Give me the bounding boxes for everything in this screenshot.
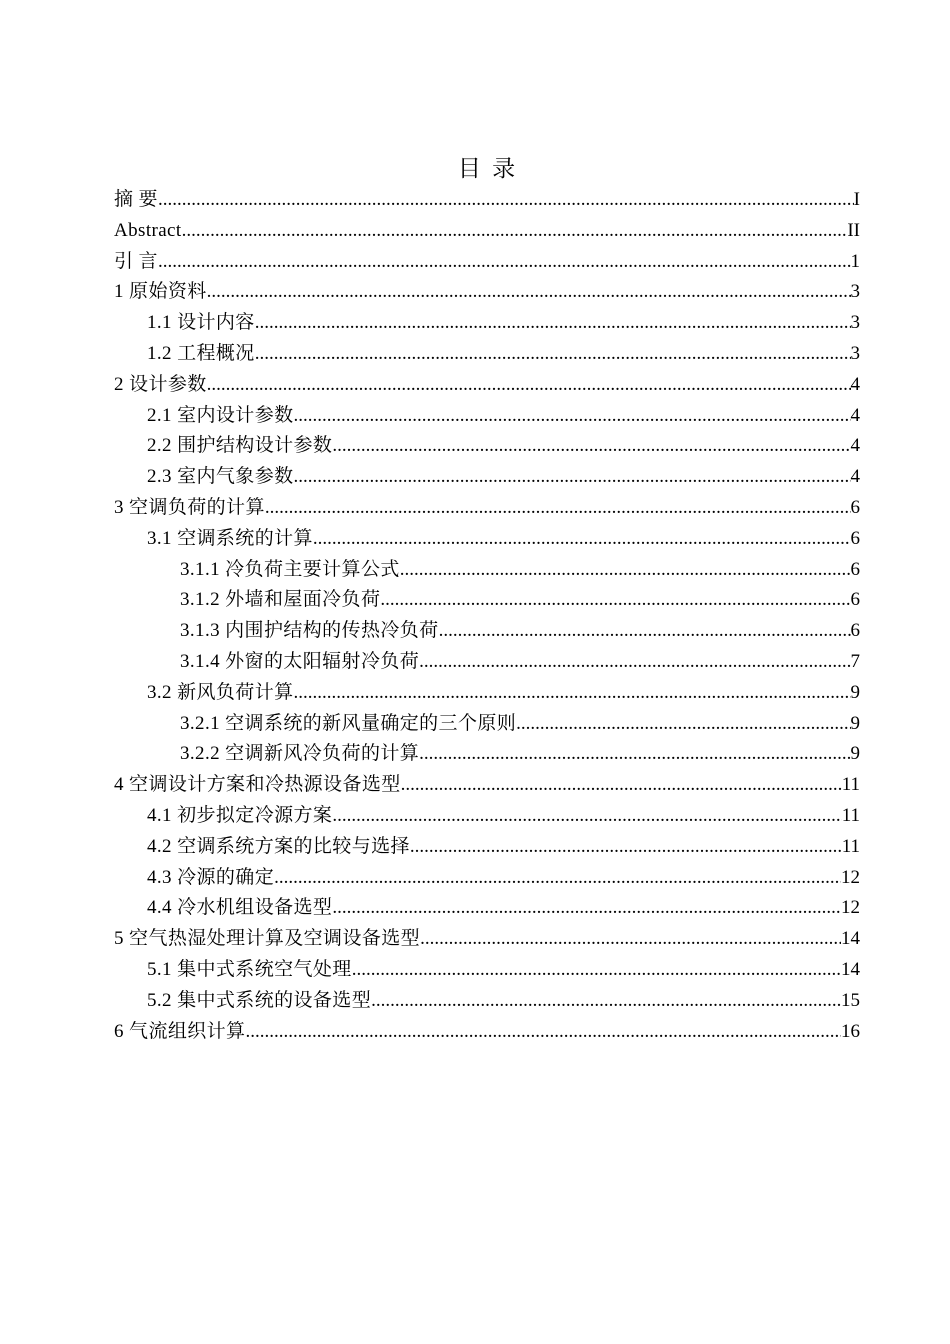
toc-page-number: I bbox=[853, 189, 860, 210]
toc-page-number: 6 bbox=[850, 620, 860, 642]
toc-entry-title: 3.1.4 外窗的太阳辐射冷负荷 bbox=[180, 650, 420, 672]
toc-page-number: 12 bbox=[841, 897, 860, 919]
toc-entry-title: 4.3 冷源的确定 bbox=[147, 866, 275, 888]
toc-page-number: 11 bbox=[841, 804, 860, 826]
toc-dot-leader bbox=[274, 863, 841, 894]
toc-entry[interactable] bbox=[114, 1017, 860, 1048]
toc-page-number: 6 bbox=[850, 527, 860, 549]
toc-entry[interactable] bbox=[114, 339, 860, 370]
table-of-contents bbox=[114, 185, 860, 1047]
toc-dot-leader bbox=[294, 678, 851, 709]
toc-dot-leader bbox=[182, 216, 848, 247]
toc-page-number: 14 bbox=[841, 928, 860, 950]
toc-dot-leader bbox=[313, 524, 851, 555]
toc-page-number: 9 bbox=[850, 712, 860, 734]
toc-dot-leader bbox=[401, 770, 842, 801]
toc-title: 目 录 bbox=[457, 156, 518, 182]
toc-entry-title: 2 设计参数 bbox=[114, 373, 207, 395]
toc-dot-leader bbox=[158, 247, 851, 278]
toc-dot-leader bbox=[158, 185, 854, 216]
toc-entry[interactable] bbox=[114, 924, 860, 955]
toc-dot-leader bbox=[207, 370, 851, 401]
toc-entry-title: 2.1 室内设计参数 bbox=[147, 404, 294, 426]
toc-entry-title: 1.2 工程概况 bbox=[147, 342, 255, 364]
toc-page-number: 6 bbox=[850, 589, 860, 611]
toc-dot-leader bbox=[294, 401, 851, 432]
toc-entry[interactable] bbox=[114, 616, 860, 647]
toc-entry-title: 3.1.1 冷负荷主要计算公式 bbox=[180, 558, 400, 580]
toc-entry[interactable] bbox=[114, 832, 860, 863]
toc-page-number: 11 bbox=[841, 774, 860, 796]
toc-dot-leader bbox=[420, 924, 841, 955]
toc-entry-title: 6 气流组织计算 bbox=[114, 1020, 246, 1042]
toc-dot-leader bbox=[352, 955, 841, 986]
toc-dot-leader bbox=[255, 308, 851, 339]
toc-dot-leader bbox=[332, 893, 841, 924]
toc-page-number: 1 bbox=[850, 250, 860, 272]
toc-page-number: 15 bbox=[841, 989, 860, 1011]
toc-entry[interactable] bbox=[114, 709, 860, 740]
toc-entry-title: 5 空气热湿处理计算及空调设备选型 bbox=[114, 928, 421, 950]
toc-dot-leader bbox=[294, 462, 851, 493]
toc-page-number: 16 bbox=[841, 1020, 860, 1042]
toc-entry[interactable] bbox=[114, 678, 860, 709]
toc-dot-leader bbox=[332, 431, 850, 462]
toc-entry[interactable] bbox=[114, 216, 860, 247]
toc-dot-leader bbox=[400, 555, 851, 586]
toc-entry[interactable] bbox=[114, 955, 860, 986]
toc-page-number: 6 bbox=[850, 558, 860, 580]
toc-page-number: 3 bbox=[850, 342, 860, 364]
toc-entry-title: Abstract bbox=[114, 219, 182, 241]
toc-dot-leader bbox=[380, 585, 850, 616]
toc-entry-title: 2.2 围护结构设计参数 bbox=[147, 435, 333, 457]
toc-page-number: 9 bbox=[850, 681, 860, 703]
toc-entry[interactable] bbox=[114, 770, 860, 801]
toc-dot-leader bbox=[419, 647, 850, 678]
toc-entry-title: 1.1 设计内容 bbox=[147, 312, 255, 334]
toc-entry-title: 5.1 集中式系统空气处理 bbox=[147, 958, 352, 980]
toc-entry-title: 引 言 bbox=[114, 250, 158, 272]
toc-dot-leader bbox=[255, 339, 851, 370]
toc-entry[interactable] bbox=[114, 893, 860, 924]
toc-page-number: 7 bbox=[850, 650, 860, 672]
toc-entry[interactable] bbox=[114, 401, 860, 432]
toc-entry[interactable] bbox=[114, 308, 860, 339]
toc-entry[interactable] bbox=[114, 431, 860, 462]
toc-entry-title: 3.1.3 内围护结构的传热冷负荷 bbox=[180, 620, 439, 642]
toc-entry-title: 3 空调负荷的计算 bbox=[114, 496, 265, 518]
toc-page-number: 9 bbox=[850, 743, 860, 765]
toc-entry[interactable] bbox=[114, 524, 860, 555]
toc-page-number: 4 bbox=[850, 404, 860, 426]
toc-entry-title: 3.2.2 空调新风冷负荷的计算 bbox=[180, 743, 420, 765]
toc-dot-leader bbox=[265, 493, 851, 524]
toc-entry[interactable] bbox=[114, 370, 860, 401]
toc-entry[interactable] bbox=[114, 986, 860, 1017]
toc-entry[interactable] bbox=[114, 247, 860, 278]
toc-entry[interactable] bbox=[114, 277, 860, 308]
toc-page-number: 14 bbox=[841, 958, 860, 980]
toc-dot-leader bbox=[245, 1017, 841, 1048]
toc-page-number: 3 bbox=[850, 281, 860, 303]
toc-entry[interactable] bbox=[114, 493, 860, 524]
toc-entry[interactable] bbox=[114, 647, 860, 678]
toc-entry-title: 3.2 新风负荷计算 bbox=[147, 681, 294, 703]
toc-entry-title: 4.4 冷水机组设备选型 bbox=[147, 897, 333, 919]
toc-entry[interactable] bbox=[114, 863, 860, 894]
toc-entry[interactable] bbox=[114, 739, 860, 770]
toc-entry-title: 5.2 集中式系统的设备选型 bbox=[147, 989, 372, 1011]
toc-entry[interactable] bbox=[114, 555, 860, 586]
toc-entry-title: 1 原始资料 bbox=[114, 281, 207, 303]
toc-entry[interactable] bbox=[114, 801, 860, 832]
toc-entry-title: 3.1 空调系统的计算 bbox=[147, 527, 313, 549]
toc-page-number: 12 bbox=[841, 866, 860, 888]
toc-page-number: 6 bbox=[850, 496, 860, 518]
toc-entry-title: 4.2 空调系统方案的比较与选择 bbox=[147, 835, 410, 857]
toc-dot-leader bbox=[410, 832, 842, 863]
toc-entry-title: 2.3 室内气象参数 bbox=[147, 466, 294, 488]
toc-page-number: II bbox=[847, 219, 860, 241]
toc-entry[interactable] bbox=[114, 185, 860, 216]
toc-entry-title: 3.1.2 外墙和屋面冷负荷 bbox=[180, 589, 381, 611]
toc-dot-leader bbox=[371, 986, 841, 1017]
toc-entry[interactable] bbox=[114, 462, 860, 493]
toc-entry-title: 4 空调设计方案和冷热源设备选型 bbox=[114, 774, 401, 796]
toc-dot-leader bbox=[516, 709, 850, 740]
toc-page-number: 11 bbox=[841, 835, 860, 857]
toc-page-number: 4 bbox=[850, 435, 860, 457]
toc-dot-leader bbox=[439, 616, 851, 647]
toc-entry-title: 摘 要 bbox=[114, 189, 158, 210]
toc-dot-leader bbox=[332, 801, 841, 832]
toc-page-number: 4 bbox=[850, 373, 860, 395]
toc-page-number: 4 bbox=[850, 466, 860, 488]
toc-dot-leader bbox=[419, 739, 850, 770]
toc-entry-title: 4.1 初步拟定冷源方案 bbox=[147, 804, 333, 826]
toc-page-number: 3 bbox=[850, 312, 860, 334]
toc-entry[interactable] bbox=[114, 585, 860, 616]
toc-dot-leader bbox=[207, 277, 851, 308]
toc-entry-title: 3.2.1 空调系统的新风量确定的三个原则 bbox=[180, 712, 517, 734]
